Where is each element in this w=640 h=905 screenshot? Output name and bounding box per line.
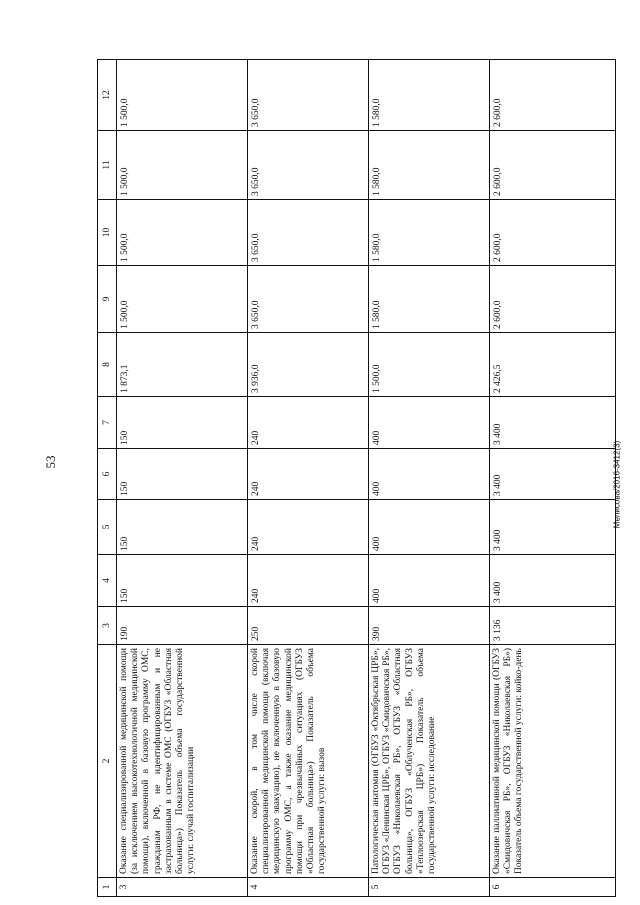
- row-number: 5: [369, 878, 490, 897]
- value-cell: 1 500,0: [117, 131, 248, 200]
- service-description: Патологическая анатомия (ОГБУЗ «Октябрьская ЦРБ», ОГБУЗ «Ленинская ЦРБ», ОГБУЗ «Смидовичская РБ», ОГБУЗ «Николаевская РБ», ОГБУЗ «Областная больница», ОГБУЗ «Облученская РБ», ОГБУЗ «Теплоозерская ЦРБ») Показатель объема государственной услуги: исследование: [369, 645, 490, 878]
- table-row: [369, 60, 490, 897]
- value-cell: 3 650,0: [248, 266, 369, 333]
- data-table: [97, 59, 616, 897]
- value-cell: 240: [248, 555, 369, 607]
- value-cell: 2 600,0: [490, 60, 616, 131]
- value-cell: 400: [369, 397, 490, 449]
- header-cell: 9: [98, 266, 117, 333]
- value-cell: 250: [248, 607, 369, 645]
- value-cell: 150: [117, 449, 248, 500]
- value-cell: 150: [117, 555, 248, 607]
- value-cell: 240: [248, 397, 369, 449]
- service-description: Оказание скорой, в том числе скорой специализированной медицинской помощи (включая медицинскую эвакуацию), не включенную в базовую программу ОМС, а также оказание медицинской помощи при чрезвычайных ситуациях (ОГБУЗ «Областная больница») Показатель объема государственной услуги: вызов: [248, 645, 369, 878]
- value-cell: 1 500,0: [117, 60, 248, 131]
- value-cell: 1 873,1: [117, 333, 248, 397]
- table-row: [117, 60, 248, 897]
- header-cell: 10: [98, 200, 117, 266]
- table-container: [97, 60, 614, 897]
- value-cell: 3 136: [490, 607, 616, 645]
- header-cell: 12: [98, 60, 117, 131]
- value-cell: 2 600,0: [490, 131, 616, 200]
- value-cell: 3 400: [490, 555, 616, 607]
- value-cell: 3 650,0: [248, 200, 369, 266]
- value-cell: 1 580,0: [369, 131, 490, 200]
- header-cell: 4: [98, 555, 117, 607]
- value-cell: 1 580,0: [369, 266, 490, 333]
- value-cell: 240: [248, 449, 369, 500]
- rotated-table-frame: [97, 60, 614, 897]
- header-cell: 1: [98, 878, 117, 897]
- value-cell: 3 400: [490, 397, 616, 449]
- table-row: [248, 60, 369, 897]
- service-description: Оказание паллиативной медицинской помощи (ОГБУЗ «Смидовичская РБ», ОГБУЗ «Николаевская РБ») Показатель объема государственной услуги: койко-день: [490, 645, 616, 878]
- row-number: 6: [490, 878, 616, 897]
- document-code: Мелисова/2016-3412(3): [612, 440, 622, 529]
- value-cell: 1 500,0: [117, 200, 248, 266]
- value-cell: 1 580,0: [369, 60, 490, 131]
- table-row: [490, 60, 616, 897]
- service-description: Оказание специализированной медицинской помощи (за исключением высокотехнологичной медицинской помощи), включенной в базовую программу ОМС, гражданам РФ, не идентифицированным и не застрахованным в системе ОМС (ОГБУЗ «Областная больница») Показатель объема государственной услуги: случай госпитализации: [117, 645, 248, 878]
- value-cell: 3 400: [490, 500, 616, 555]
- page-number: 53: [43, 455, 58, 469]
- header-cell: 8: [98, 333, 117, 397]
- row-number: 3: [117, 878, 248, 897]
- value-cell: 1 580,0: [369, 200, 490, 266]
- value-cell: 3 650,0: [248, 131, 369, 200]
- header-cell: 7: [98, 397, 117, 449]
- value-cell: 150: [117, 500, 248, 555]
- value-cell: 240: [248, 500, 369, 555]
- value-cell: 2 600,0: [490, 266, 616, 333]
- value-cell: 400: [369, 500, 490, 555]
- header-cell: 11: [98, 131, 117, 200]
- row-number: 4: [248, 878, 369, 897]
- value-cell: 190: [117, 607, 248, 645]
- value-cell: 2 426,5: [490, 333, 616, 397]
- header-cell: 2: [98, 645, 117, 878]
- value-cell: 3 650,0: [248, 60, 369, 131]
- value-cell: 2 600,0: [490, 200, 616, 266]
- header-cell: 5: [98, 500, 117, 555]
- header-row: [98, 60, 117, 897]
- value-cell: 400: [369, 449, 490, 500]
- value-cell: 150: [117, 397, 248, 449]
- value-cell: 390: [369, 607, 490, 645]
- header-cell: 3: [98, 607, 117, 645]
- header-cell: 6: [98, 449, 117, 500]
- value-cell: 1 500,0: [369, 333, 490, 397]
- value-cell: 3 936,0: [248, 333, 369, 397]
- value-cell: 3 400: [490, 449, 616, 500]
- value-cell: 1 500,0: [117, 266, 248, 333]
- value-cell: 400: [369, 555, 490, 607]
